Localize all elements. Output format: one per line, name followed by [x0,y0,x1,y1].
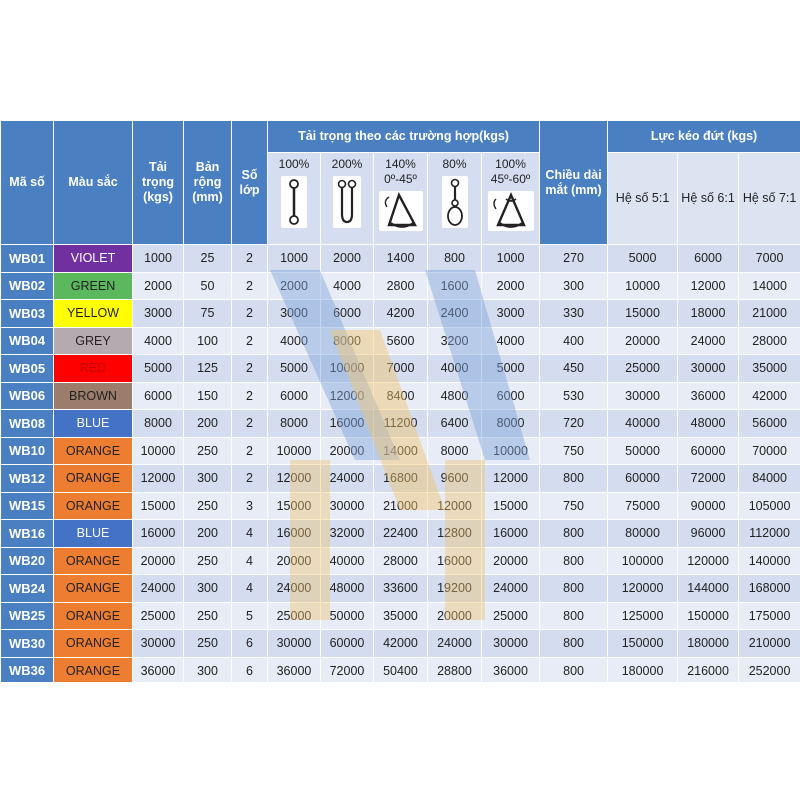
cell-break-6: 6000 [678,245,739,273]
cell-width: 100 [184,327,232,355]
cell-load-100-angle: 20000 [482,547,540,575]
cell-capacity: 6000 [133,382,184,410]
cell-code: WB16 [1,520,54,548]
cell-eye-length: 270 [540,245,608,273]
cell-layers: 4 [232,520,268,548]
cell-code: WB12 [1,465,54,493]
cell-break-5: 5000 [608,245,678,273]
cell-break-6: 144000 [678,575,739,603]
cell-break-5: 10000 [608,272,678,300]
cell-load-80: 6400 [428,410,482,438]
cell-load-100-angle: 6000 [482,382,540,410]
cell-eye-length: 400 [540,327,608,355]
double-sling-icon [333,176,361,228]
header-code: Mã số [1,121,54,245]
cell-break-6: 180000 [678,630,739,658]
cell-break-6: 72000 [678,465,739,493]
cell-load-100: 1000 [268,245,321,273]
cell-load-100: 16000 [268,520,321,548]
cell-load-100: 10000 [268,437,321,465]
cell-load-100: 24000 [268,575,321,603]
cell-layers: 2 [232,245,268,273]
cell-load-100-angle: 30000 [482,630,540,658]
cell-load-100: 5000 [268,355,321,383]
cell-break-6: 90000 [678,492,739,520]
table-row [1,355,800,383]
cell-capacity: 3000 [133,300,184,328]
cell-capacity: 25000 [133,602,184,630]
cell-capacity: 5000 [133,355,184,383]
cell-break-6: 36000 [678,382,739,410]
cell-break-6: 120000 [678,547,739,575]
cell-break-6: 60000 [678,437,739,465]
choker-sling-icon [379,191,423,231]
cell-color: BLUE [54,520,133,548]
cell-code: WB10 [1,437,54,465]
header-load-80-label: 80% [442,157,467,171]
cell-eye-length: 750 [540,437,608,465]
cell-break-5: 120000 [608,575,678,603]
cell-load-100-angle: 8000 [482,410,540,438]
cell-color: VIOLET [54,245,133,273]
cell-load-80: 24000 [428,630,482,658]
table-row [1,465,800,493]
cell-load-100-angle: 24000 [482,575,540,603]
cell-load-140: 33600 [374,575,428,603]
cell-break-5: 80000 [608,520,678,548]
cell-width: 125 [184,355,232,383]
cell-capacity: 16000 [133,520,184,548]
cell-load-100-angle: 15000 [482,492,540,520]
cell-eye-length: 720 [540,410,608,438]
vertical-sling-icon [281,176,307,228]
cell-load-100: 4000 [268,327,321,355]
cell-load-140: 50400 [374,657,428,682]
cell-break-7: 56000 [739,410,800,438]
cell-load-200: 72000 [321,657,374,682]
cell-layers: 2 [232,272,268,300]
cell-code: WB06 [1,382,54,410]
table-row [1,630,800,658]
cell-color: BLUE [54,410,133,438]
cell-load-100: 3000 [268,300,321,328]
cell-width: 250 [184,602,232,630]
cell-width: 25 [184,245,232,273]
cell-layers: 6 [232,630,268,658]
cell-eye-length: 800 [540,657,608,682]
cell-load-200: 20000 [321,437,374,465]
cell-width: 250 [184,492,232,520]
cell-break-5: 30000 [608,382,678,410]
cell-load-100: 20000 [268,547,321,575]
cell-load-100-angle: 10000 [482,437,540,465]
cell-load-80: 28800 [428,657,482,682]
cell-color: GREY [54,327,133,355]
cell-load-140: 21000 [374,492,428,520]
cell-break-7: 7000 [739,245,800,273]
cell-break-6: 24000 [678,327,739,355]
cell-break-6: 150000 [678,602,739,630]
cell-load-80: 2400 [428,300,482,328]
header-capacity: Tải trọng (kgs) [133,121,184,245]
cell-load-100-angle: 36000 [482,657,540,682]
cell-eye-length: 800 [540,602,608,630]
header-load-100-angle-label: 100% 45º-60º [490,157,531,186]
cell-break-7: 84000 [739,465,800,493]
cell-eye-length: 450 [540,355,608,383]
cell-load-140: 2800 [374,272,428,300]
cell-color: BROWN [54,382,133,410]
cell-load-80: 800 [428,245,482,273]
cell-color: ORANGE [54,492,133,520]
table-body [1,245,800,683]
cell-break-5: 125000 [608,602,678,630]
cell-load-140: 7000 [374,355,428,383]
cell-code: WB24 [1,575,54,603]
cell-code: WB25 [1,602,54,630]
cell-capacity: 10000 [133,437,184,465]
cell-layers: 2 [232,465,268,493]
basket-loop-sling-icon [442,176,468,228]
cell-layers: 4 [232,547,268,575]
cell-color: ORANGE [54,437,133,465]
header-load-100-label: 100% [278,157,310,171]
table-row [1,272,800,300]
table-row [1,547,800,575]
cell-width: 300 [184,657,232,682]
cell-load-100: 30000 [268,630,321,658]
cell-layers: 2 [232,355,268,383]
cell-load-100-angle: 4000 [482,327,540,355]
cell-break-5: 50000 [608,437,678,465]
cell-load-80: 3200 [428,327,482,355]
table-row [1,602,800,630]
cell-break-5: 25000 [608,355,678,383]
cell-capacity: 15000 [133,492,184,520]
cell-break-5: 20000 [608,327,678,355]
cell-load-140: 11200 [374,410,428,438]
cell-break-7: 21000 [739,300,800,328]
cell-load-200: 32000 [321,520,374,548]
cell-load-80: 20000 [428,602,482,630]
cell-code: WB02 [1,272,54,300]
table-row [1,437,800,465]
cell-break-6: 48000 [678,410,739,438]
cell-capacity: 1000 [133,245,184,273]
cell-load-80: 8000 [428,437,482,465]
header-load-140-label: 140% 0º-45º [384,157,417,186]
header-load-200 [321,153,374,245]
cell-break-7: 70000 [739,437,800,465]
header-break-group: Lực kéo đứt (kgs) [608,121,800,153]
cell-break-7: 252000 [739,657,800,682]
table-row [1,410,800,438]
cell-code: WB03 [1,300,54,328]
header-load-100-angle [482,153,540,245]
cell-eye-length: 300 [540,272,608,300]
cell-load-140: 35000 [374,602,428,630]
cell-load-200: 2000 [321,245,374,273]
cell-load-140: 5600 [374,327,428,355]
cell-layers: 2 [232,327,268,355]
cell-load-200: 48000 [321,575,374,603]
cell-color: ORANGE [54,630,133,658]
cell-width: 250 [184,630,232,658]
cell-load-100-angle: 2000 [482,272,540,300]
header-break-6: Hệ số 6:1 [678,153,739,245]
cell-color: ORANGE [54,602,133,630]
cell-width: 50 [184,272,232,300]
cell-load-100: 36000 [268,657,321,682]
sling-spec-table [0,120,800,682]
cell-layers: 2 [232,410,268,438]
cell-load-80: 4800 [428,382,482,410]
header-load-140 [374,153,428,245]
cell-break-5: 100000 [608,547,678,575]
cell-code: WB15 [1,492,54,520]
cell-load-200: 4000 [321,272,374,300]
cell-break-7: 168000 [739,575,800,603]
cell-break-5: 15000 [608,300,678,328]
cell-width: 150 [184,382,232,410]
cell-width: 300 [184,575,232,603]
cell-layers: 5 [232,602,268,630]
header-break-5: Hệ số 5:1 [608,153,678,245]
cell-capacity: 4000 [133,327,184,355]
header-layers: Số lớp [232,121,268,245]
cell-load-140: 22400 [374,520,428,548]
cell-load-80: 12000 [428,492,482,520]
header-eye-length: Chiều dài mắt (mm) [540,121,608,245]
cell-color: GREEN [54,272,133,300]
cell-color: RED [54,355,133,383]
cell-code: WB04 [1,327,54,355]
cell-load-100-angle: 25000 [482,602,540,630]
cell-layers: 2 [232,300,268,328]
cell-load-80: 4000 [428,355,482,383]
table-row [1,520,800,548]
header-color: Màu sắc [54,121,133,245]
cell-capacity: 24000 [133,575,184,603]
cell-color: ORANGE [54,575,133,603]
cell-width: 75 [184,300,232,328]
cell-code: WB05 [1,355,54,383]
cell-code: WB36 [1,657,54,682]
header-load-group: Tải trọng theo các trường hợp(kgs) [268,121,540,153]
cell-load-100-angle: 16000 [482,520,540,548]
cell-load-140: 8400 [374,382,428,410]
cell-layers: 3 [232,492,268,520]
cell-load-200: 30000 [321,492,374,520]
cell-load-100-angle: 5000 [482,355,540,383]
cell-load-200: 60000 [321,630,374,658]
cell-load-80: 19200 [428,575,482,603]
cell-load-100: 15000 [268,492,321,520]
cell-break-7: 14000 [739,272,800,300]
cell-load-140: 14000 [374,437,428,465]
cell-width: 250 [184,547,232,575]
cell-code: WB08 [1,410,54,438]
table-row [1,575,800,603]
header-load-200-label: 200% [331,157,363,171]
cell-color: YELLOW [54,300,133,328]
cell-eye-length: 800 [540,547,608,575]
cell-break-7: 105000 [739,492,800,520]
cell-color: ORANGE [54,547,133,575]
cell-layers: 4 [232,575,268,603]
cell-load-80: 1600 [428,272,482,300]
cell-load-140: 1400 [374,245,428,273]
cell-break-5: 60000 [608,465,678,493]
cell-break-6: 12000 [678,272,739,300]
cell-width: 300 [184,465,232,493]
cell-break-5: 75000 [608,492,678,520]
header-break-7: Hệ số 7:1 [739,153,800,245]
cell-load-140: 16800 [374,465,428,493]
cell-load-200: 50000 [321,602,374,630]
cell-load-200: 10000 [321,355,374,383]
table-row [1,300,800,328]
cell-load-100-angle: 3000 [482,300,540,328]
cell-break-5: 40000 [608,410,678,438]
cell-capacity: 12000 [133,465,184,493]
table-row [1,245,800,273]
cell-color: ORANGE [54,465,133,493]
cell-load-140: 42000 [374,630,428,658]
cell-load-140: 4200 [374,300,428,328]
cell-capacity: 20000 [133,547,184,575]
cell-eye-length: 800 [540,575,608,603]
header-width: Bản rộng (mm) [184,121,232,245]
header-load-80 [428,153,482,245]
header-load-100 [268,153,321,245]
cell-break-7: 175000 [739,602,800,630]
cell-load-200: 6000 [321,300,374,328]
cell-width: 250 [184,437,232,465]
sling-spec-table-area [0,120,800,682]
table-row [1,657,800,682]
cell-layers: 6 [232,657,268,682]
cell-capacity: 30000 [133,630,184,658]
cell-load-200: 16000 [321,410,374,438]
cell-break-6: 30000 [678,355,739,383]
cell-capacity: 2000 [133,272,184,300]
cell-load-100: 6000 [268,382,321,410]
cell-break-5: 150000 [608,630,678,658]
cell-break-7: 210000 [739,630,800,658]
cell-load-100: 2000 [268,272,321,300]
cell-layers: 2 [232,437,268,465]
cell-load-100: 12000 [268,465,321,493]
cell-break-6: 216000 [678,657,739,682]
cell-eye-length: 530 [540,382,608,410]
cell-break-7: 28000 [739,327,800,355]
cell-eye-length: 330 [540,300,608,328]
cell-eye-length: 750 [540,492,608,520]
cell-load-200: 12000 [321,382,374,410]
cell-code: WB01 [1,245,54,273]
cell-load-100: 25000 [268,602,321,630]
cell-load-80: 16000 [428,547,482,575]
cell-break-7: 42000 [739,382,800,410]
cell-break-6: 18000 [678,300,739,328]
basket-angle-sling-icon [488,191,534,231]
cell-code: WB30 [1,630,54,658]
cell-load-200: 8000 [321,327,374,355]
cell-code: WB20 [1,547,54,575]
cell-color: ORANGE [54,657,133,682]
cell-capacity: 36000 [133,657,184,682]
cell-layers: 2 [232,382,268,410]
cell-eye-length: 800 [540,465,608,493]
cell-width: 200 [184,410,232,438]
cell-load-200: 40000 [321,547,374,575]
cell-break-7: 112000 [739,520,800,548]
cell-load-100-angle: 1000 [482,245,540,273]
cell-load-100-angle: 12000 [482,465,540,493]
table-row [1,327,800,355]
cell-break-7: 140000 [739,547,800,575]
cell-eye-length: 800 [540,520,608,548]
cell-load-80: 12800 [428,520,482,548]
cell-break-5: 180000 [608,657,678,682]
table-row [1,382,800,410]
cell-load-140: 28000 [374,547,428,575]
cell-break-7: 35000 [739,355,800,383]
cell-load-200: 24000 [321,465,374,493]
cell-capacity: 8000 [133,410,184,438]
cell-break-6: 96000 [678,520,739,548]
cell-width: 200 [184,520,232,548]
cell-eye-length: 800 [540,630,608,658]
cell-load-100: 8000 [268,410,321,438]
table-row [1,492,800,520]
cell-load-80: 9600 [428,465,482,493]
